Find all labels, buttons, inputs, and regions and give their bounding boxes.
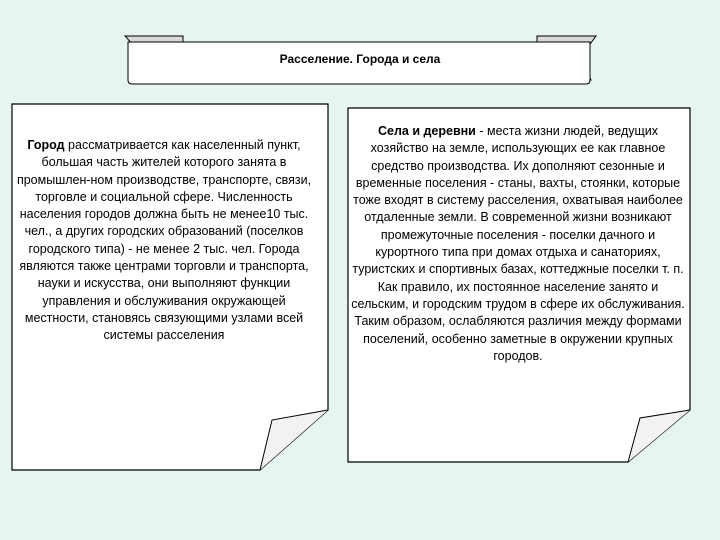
city-description: рассматривается как населенный пункт, большая часть жителей которого занята в промышлен-ном производстве, транспорте, связи, торговле и социальной сфере. Численность населения городов должна быть не менее10 тыс. чел., а других городских образований (поселков городского типа) - не менее 2 тыс. чел. Города являются также центрами торговли и транспорта, науки и искусства, они выполняют функции управления и обслуживания окружающей местности, становясь связующими узлами всей системы расселения [16,138,312,343]
city-term: Город [27,138,65,152]
village-description: - места жизни людей, ведущих хозяйство на земле, использующих ее как главное средство производства. Их дополняют сезонные и временные поселения - станы, вахты, стоянки, которые тоже входят в систему расселения, охватывая наиболее отдаленные земли. В современной жизни возникают промежуточные поселения - поселки дачного и курортного типа при домах отдыха и санаториях, туристских и спортивных базах, коттеджные поселки т. п. Как правило, их постоянное население занято и сельским, и городским трудом в сфере их обслуживания. Таким образом, ослабляются различия между формами поселений, особенно заметные в окружении крупных городов. [351,124,685,363]
village-term: Села и деревни [377,124,476,138]
slide-title: Расселение. Города и села [279,52,441,66]
city-definition [16,137,312,345]
village-definition [350,123,686,365]
